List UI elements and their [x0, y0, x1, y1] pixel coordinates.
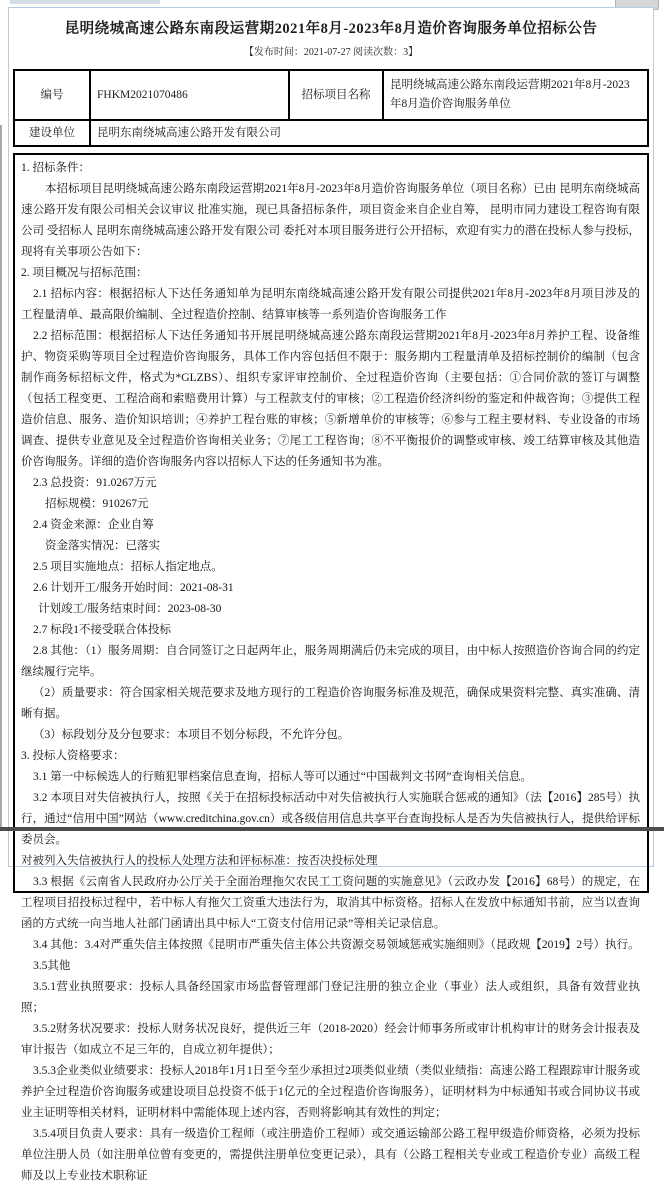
publish-info: 【发布时间：2021-07-27 阅读次数：3】: [243, 47, 419, 58]
paragraph: 2.6 计划开工/服务开始时间：2021-08-31: [33, 582, 234, 594]
window-left-edge: [0, 125, 2, 831]
paragraph: 2.1 招标内容：根据招标人下达任务通知单为昆明东南绕城高速公路开发有限公司提供2021年8月-2023年8月项目涉及的工程量清单、最高限价编制、全过程造价控制、结算审核等一系列造价咨询服务工作: [21, 288, 640, 321]
paragraph: 对被列入失信被执行人的投标人处理方法和评标标准：按否决投标处理: [21, 855, 378, 867]
paragraph: 2.3 总投资：91.0267万元: [33, 477, 157, 489]
paragraph: 2.4 资金来源：企业自筹: [33, 519, 154, 531]
paragraph: （2）质量要求：符合国家相关规范要求及地方现行的工程造价咨询服务标准及规范，确保成果资料完整、真实准确、清晰有据。: [21, 687, 640, 720]
project-number-value: FHKM2021070486: [90, 70, 289, 120]
window-bottom-edge: [0, 827, 664, 831]
announcement-body: [13, 153, 649, 1182]
paragraph: 3.5.4项目负责人要求：具有一级造价工程师（或注册造价工程师）或交通运输部公路工程甲级造价师资格，必须为投标单位注册人员（如注册单位曾有变更的，需提供注册单位变更记录），具有（公路工程相关专业或工程造价专业）高级工程师及以上专业技术职称证: [21, 1128, 640, 1182]
paragraph: 2.2 招标范围：根据招标人下达任务通知书开展昆明绕城高速公路东南段运营期2021年8月-2023年8月养护工程、设备维护、物资采购等项目全过程造价咨询服务，具体工作内容包括但不限于：服务期内工程量清单及招标控制价的编制（包含制作商务标招标文件，格式为*GLZBS）、组织专家评审控制价、全过程造价咨询（主要包括：①合同价款的签订与调整（包括工程变更、工程洽商和索赔费用计算）与工程款支付的审核；②工程造价经济纠纷的鉴定和仲裁咨询；③提供工程造价信息、服务、造价知识培训；④养护工程台账的审核；⑤新增单价的审核等；⑥参与工程主要材料、专业设备的市场调查、提供专业意见及全过程造价咨询相关业务；⑦尾工工程咨询；⑧不平衡报价的调整或审核、竣工结算审核及其他造价咨询服务。详细的造价咨询服务内容以招标人下达的任务通知书为准。: [21, 330, 640, 468]
paragraph: 3.5.1营业执照要求：投标人具备经国家市场监督管理部门登记注册的独立企业（事业）法人或组织，具备有效营业执照；: [21, 981, 640, 1014]
paragraph: 3.3 根据《云南省人民政府办公厅关于全面治理拖欠农民工工资问题的实施意见》（云政办发【2016】68号）的规定，在工程项目招投标过程中，若中标人有拖欠工资重大违法行为，取消其中标资格。招标人在发放中标通知书前，应当以查询函的方式统一向当地人社部门函请出具中标人“工资支付信用记录”等相关记录信息。: [21, 876, 640, 930]
paragraph: 本招标项目昆明绕城高速公路东南段运营期2021年8月-2023年8月造价咨询服务单位（项目名称）已由 昆明东南绕城高速公路开发有限公司相关会议审议 批准实施，现已具备招标条件，项目资金来自企业自筹， 昆明市同力建设工程咨询有限公司 受招标人 昆明东南绕城高速公路开发有限公司 委托对本项目服务进行公开招标，欢迎有实力的潜在投标人参与投标，现将有关事项公告如下：: [21, 183, 640, 258]
paragraph: 2.8 其他：（1）服务周期：自合同签订之日起两年止，服务周期满后仍未完成的项目，由中标人按照造价咨询合同的约定继续履行完毕。: [21, 645, 640, 678]
paragraph: 资金落实情况：已落实: [45, 540, 160, 552]
announcement-panel: [8, 7, 654, 1182]
project-name-label: 招标项目名称: [289, 70, 383, 120]
paragraph: 计划竣工/服务结束时间：2023-08-30: [38, 603, 222, 615]
table-row: [14, 120, 648, 146]
paragraph: 2.5 项目实施地点：招标人指定地点。: [33, 561, 223, 573]
project-name-value: 昆明绕城高速公路东南段运营期2021年8月-2023年8月造价咨询服务单位: [383, 70, 648, 120]
construction-unit-label: 建设单位: [14, 120, 90, 146]
paragraph: 1. 招标条件：: [21, 162, 90, 174]
paragraph: 2. 项目概况与招标范围：: [21, 267, 148, 279]
project-info-table: [13, 69, 649, 147]
paragraph: （3）标段划分及分包要求：本项目不划分标段，不允许分包。: [33, 729, 350, 741]
paragraph: 3. 投标人资格要求：: [21, 750, 125, 762]
paragraph: 3.4 其他：3.4对严重失信主体按照《昆明市严重失信主体公共资源交易领域惩戒实施细则》（昆政规【2019】2号）执行。: [33, 939, 640, 951]
paragraph: 3.5其他: [33, 960, 71, 972]
cropped-toolbar-fragment: [10, 0, 160, 4]
paragraph: 3.1 第一中标候选人的行贿犯罪档案信息查询，招标人等可以通过“中国裁判文书网”查询相关信息。: [33, 771, 532, 783]
paragraph: 3.5.2财务状况要求：投标人财务状况良好，提供近三年（2018-2020）经会计师事务所或审计机构审计的财务会计报表及审计报告（如成立不足三年的，自成立初年提供）；: [21, 1023, 640, 1056]
paragraph: 3.5.3企业类似业绩要求：投标人2018年1月1日至今至少承担过2项类似业绩（类似业绩指：高速公路工程跟踪审计服务或养护全过程造价咨询服务或建设项目总投资不低于1亿元的全过程造价咨询服务），证明材料为中标通知书或合同协议书或业主证明等相关材料，证明材料中需能体现上述内容，否则将影响其有效性的判定；: [21, 1065, 640, 1119]
construction-unit-value: 昆明东南绕城高速公路开发有限公司: [90, 120, 648, 146]
paragraph: 2.7 标段1不接受联合体投标: [33, 624, 171, 636]
table-row: [14, 70, 648, 120]
paragraph: 3.2 本项目对失信被执行人，按照《关于在招标投标活动中对失信被执行人实施联合惩戒的通知》（法【2016】285号）执行，通过“信用中国”网站（www.creditchina.gov.cn）或各级信用信息共享平台查询投标人是否为失信被执行人，提供给评标委员会。: [21, 792, 640, 846]
page-title: 昆明绕城高速公路东南段运营期2021年8月-2023年8月造价咨询服务单位招标公告: [64, 21, 598, 37]
project-number-label: 编号: [14, 70, 90, 120]
paragraph: 招标规模：910267元: [45, 498, 149, 510]
